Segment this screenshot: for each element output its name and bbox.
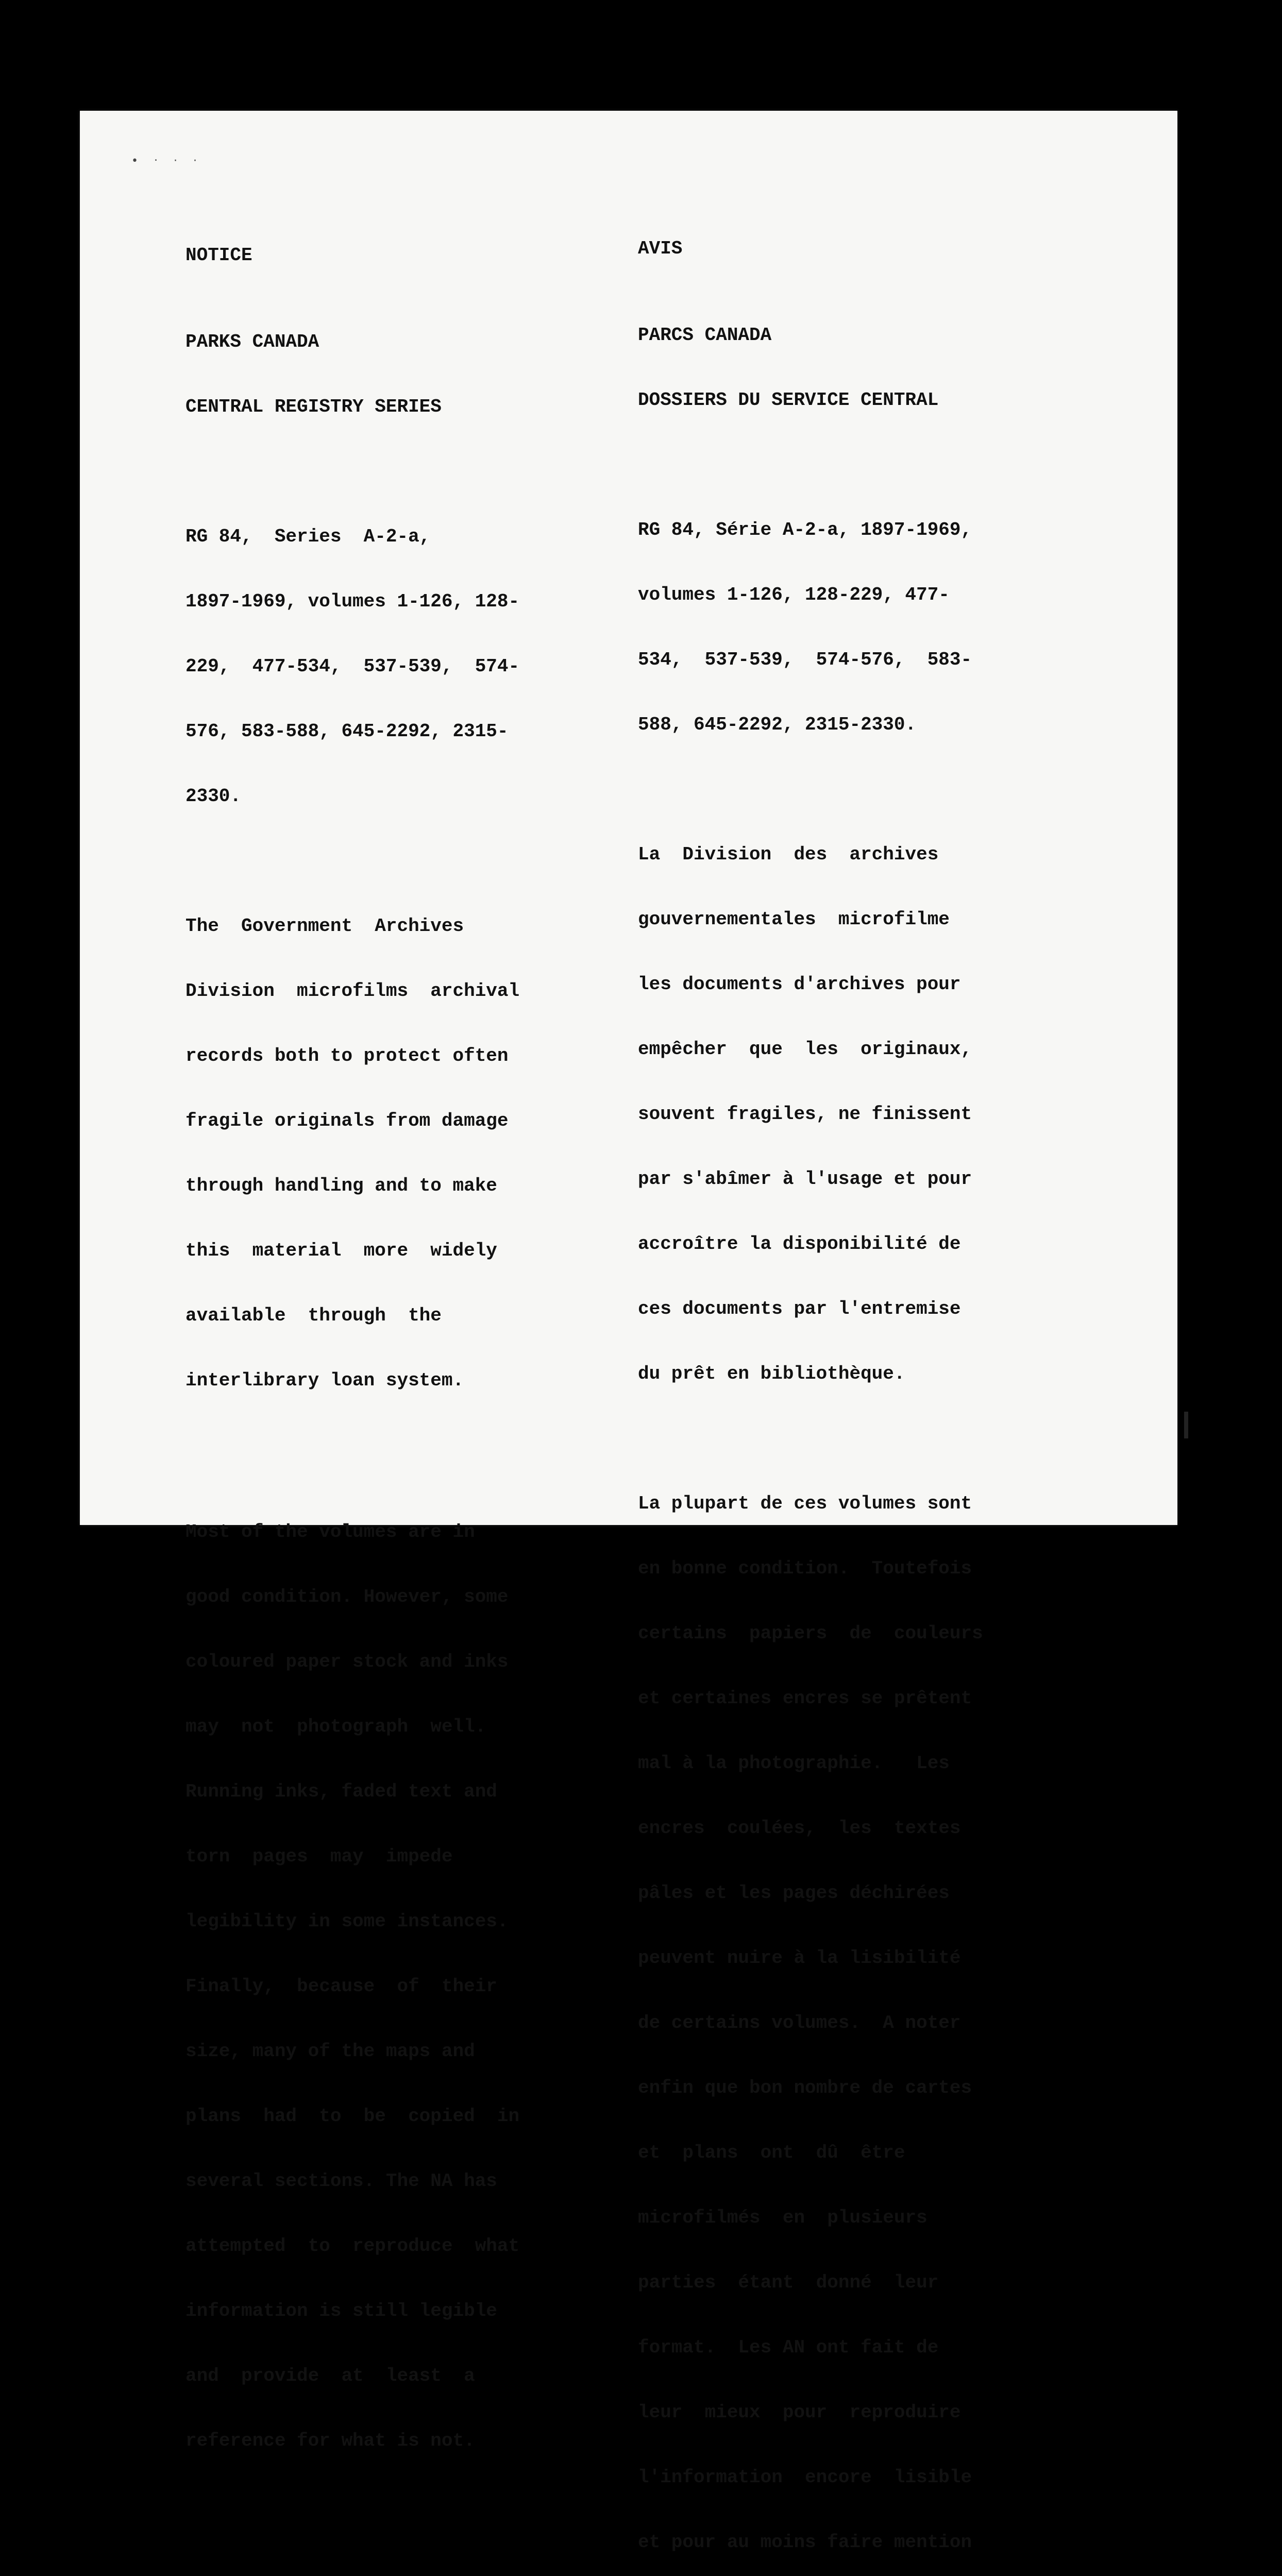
paragraph-line: ces documents par l'entremise <box>638 1298 961 1319</box>
paragraph-line: and provide at least a <box>185 2365 475 2386</box>
paragraph-line: Most of the volumes are in <box>185 1521 475 1543</box>
paragraph-line: mal à la photographie. Les <box>638 1753 950 1774</box>
paragraph-line: l'information encore lisible <box>638 2467 972 2488</box>
title-line: PARKS CANADA <box>185 331 319 352</box>
paragraph-line: may not photograph well. <box>185 1716 486 1737</box>
paragraph-line: par s'abîmer à l'usage et pour <box>638 1168 972 1190</box>
paragraph-line: pâles et les pages déchirées <box>638 1883 950 1904</box>
paragraph-line: parties étant donné leur <box>638 2272 939 2293</box>
scan-edge-mark <box>1184 1412 1188 1438</box>
english-paragraph-2 <box>185 1478 587 2495</box>
reference-line: 576, 583-588, 645-2292, 2315- <box>185 721 509 742</box>
paragraph-line: peuvent nuire à la lisibilité <box>638 1947 961 1969</box>
french-paragraph-1 <box>638 801 1050 1428</box>
paragraph-line: several sections. The NA has <box>185 2171 497 2192</box>
paragraph-line: La plupart de ces volumes sont <box>638 1493 972 1514</box>
paragraph-line: gouvernementales microfilme <box>638 909 950 930</box>
french-reference <box>638 476 1050 779</box>
paragraph-line: de certains volumes. A noter <box>638 2012 961 2033</box>
french-paragraph-2 <box>638 1450 1050 2576</box>
paragraph-line: through handling and to make <box>185 1175 497 1196</box>
reference-line: 1897-1969, volumes 1-126, 128- <box>185 591 520 612</box>
paragraph-line: coloured paper stock and inks <box>185 1651 509 1672</box>
paragraph-line: du prêt en bibliothèque. <box>638 1363 905 1384</box>
paragraph-line: legibility in some instances. <box>185 1911 509 1932</box>
reference-line: 2330. <box>185 786 242 807</box>
paragraph-line: Running inks, faded text and <box>185 1781 497 1802</box>
paragraph-line: encres coulées, les textes <box>638 1818 961 1839</box>
paragraph-line: et pour au moins faire mention <box>638 2532 972 2553</box>
paragraph-line: torn pages may impede <box>185 1846 453 1867</box>
paragraph-line: les documents d'archives pour <box>638 974 961 995</box>
paragraph-line: certains papiers de couleurs <box>638 1623 983 1644</box>
paragraph-line: leur mieux pour reproduire <box>638 2402 961 2423</box>
notice-heading: NOTICE <box>185 245 252 266</box>
paragraph-line: Finally, because of their <box>185 1976 497 1997</box>
english-column <box>185 245 587 2495</box>
paragraph-line: The Government Archives <box>185 916 464 937</box>
paragraph-line: interlibrary loan system. <box>185 1370 464 1391</box>
paragraph-line: empêcher que les originaux, <box>638 1039 972 1060</box>
paragraph-line: en bonne condition. Toutefois <box>638 1558 972 1579</box>
reference-line: 229, 477-534, 537-539, 574- <box>185 656 520 677</box>
paragraph-line: attempted to reproduce what <box>185 2235 520 2257</box>
avis-heading: AVIS <box>638 238 683 259</box>
paragraph-line: size, many of the maps and <box>185 2041 475 2062</box>
reference-line: 588, 645-2292, 2315-2330. <box>638 714 917 735</box>
paragraph-line: good condition. However, some <box>185 1586 509 1607</box>
paragraph-line: available through the <box>185 1305 442 1326</box>
title-line: CENTRAL REGISTRY SERIES <box>185 396 442 417</box>
scan-specks: • ‧ · · <box>131 155 203 167</box>
paragraph-line: accroître la disponibilité de <box>638 1233 961 1255</box>
reference-line: 534, 537-539, 574-576, 583- <box>638 649 972 670</box>
paragraph-line: format. Les AN ont fait de <box>638 2337 939 2358</box>
paragraph-line: souvent fragiles, ne finissent <box>638 1104 972 1125</box>
paragraph-line: et certaines encres se prêtent <box>638 1688 972 1709</box>
paragraph-line: et plans ont dû être <box>638 2142 905 2163</box>
french-column <box>638 238 1050 2576</box>
paragraph-line: enfin que bon nombre de cartes <box>638 2077 972 2098</box>
paragraph-line: information is still legible <box>185 2300 497 2321</box>
paragraph-line: this material more widely <box>185 1240 497 1261</box>
paragraph-line: La Division des archives <box>638 844 939 865</box>
french-title <box>638 281 1050 454</box>
paragraph-line: plans had to be copied in <box>185 2106 520 2127</box>
reference-line: RG 84, Série A-2-a, 1897-1969, <box>638 519 972 540</box>
paragraph-line: reference for what is not. <box>185 2430 475 2451</box>
paragraph-line: fragile originals from damage <box>185 1110 509 1131</box>
paragraph-line: records both to protect often <box>185 1045 509 1066</box>
english-reference <box>185 483 587 851</box>
title-line: DOSSIERS DU SERVICE CENTRAL <box>638 389 939 411</box>
english-paragraph-1 <box>185 872 587 1435</box>
reference-line: volumes 1-126, 128-229, 477- <box>638 584 950 605</box>
english-title <box>185 288 587 461</box>
title-line: PARCS CANADA <box>638 325 772 346</box>
paragraph-line: microfilmés en plusieurs <box>638 2207 927 2228</box>
paragraph-line: Division microfilms archival <box>185 980 520 1002</box>
reference-line: RG 84, Series A-2-a, <box>185 526 431 547</box>
